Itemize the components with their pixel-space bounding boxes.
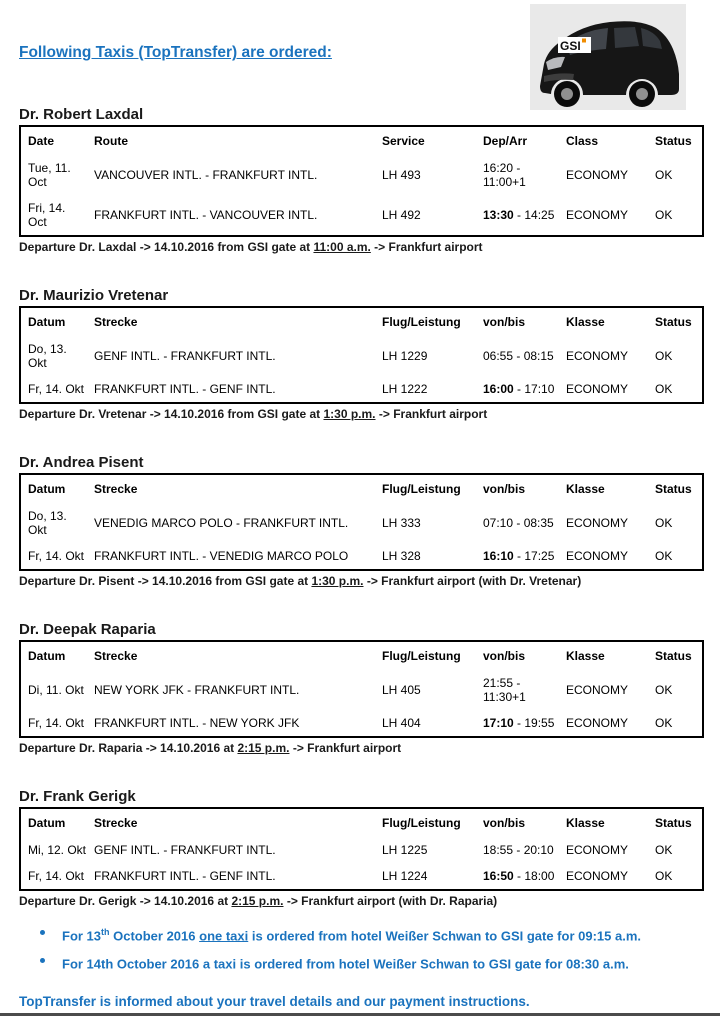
traveler-name: Dr. Frank Gerigk [19, 788, 136, 805]
departure-note-post: -> Frankfurt airport (with Dr. Raparia) [283, 894, 498, 908]
col-header-service: Flug/Leistung [382, 649, 461, 663]
cell-times [476, 155, 559, 195]
departure-note-time: 1:30 p.m. [311, 574, 364, 588]
table-row [20, 863, 703, 890]
col-header-class: Klasse [566, 816, 605, 830]
col-header-class: Klasse [566, 315, 605, 329]
departure-time-bold: 16:00 [483, 382, 514, 396]
departure-note-time: 1:30 p.m. [323, 407, 376, 421]
cell-date: Do, 13. Okt [28, 342, 67, 370]
cell-route: FRANKFURT INTL. - VANCOUVER INTL. [94, 208, 318, 222]
cell-times [476, 543, 559, 570]
cell-status: OK [655, 683, 673, 697]
cell-route: FRANKFURT INTL. - NEW YORK JFK [94, 716, 300, 730]
departure-note-time: 11:00 a.m. [313, 240, 371, 254]
cell-class: ECONOMY [566, 683, 629, 697]
cell-date: Fr, 14. Okt [28, 716, 85, 730]
col-header-class: Klasse [566, 649, 605, 663]
table-row [20, 503, 703, 543]
cell-status: OK [655, 168, 673, 182]
cell-class: ECONOMY [566, 869, 629, 883]
cell-date: Tue, 11. Oct [28, 161, 71, 189]
cell-route: NEW YORK JFK - FRANKFURT INTL. [94, 683, 300, 697]
cell-date: Mi, 12. Okt [28, 843, 87, 857]
traveler-name: Dr. Robert Laxdal [19, 106, 144, 123]
flight-table [19, 807, 704, 891]
table-row [20, 195, 703, 236]
cell-service: LH 1224 [382, 869, 428, 883]
cell-times [476, 336, 559, 376]
departure-time: - 18:00 [513, 869, 555, 883]
departure-time: - 19:55 [513, 716, 555, 730]
departure-note-pre: Departure Dr. Vretenar -> 14.10.2016 from GSI gate at [19, 407, 324, 421]
departure-time: 21:55 - 11:30+1 [483, 676, 526, 704]
departure-time-bold: 16:10 [483, 549, 514, 563]
col-header-service: Flug/Leistung [382, 816, 461, 830]
departure-note-post: -> Frankfurt airport [375, 407, 488, 421]
cell-times [476, 863, 559, 890]
departure-note [19, 407, 701, 422]
table-row [20, 710, 703, 737]
departure-time-bold: 17:10 [483, 716, 514, 730]
cell-status: OK [655, 516, 673, 530]
table-header-row [20, 641, 703, 670]
note-text-pre: For 14th October 2016 a taxi is ordered from hotel Weißer Schwan to GSI gate for 08:30 a.m. [62, 956, 629, 972]
table-row [20, 336, 703, 376]
gsi-logo-orange-dot [582, 39, 586, 43]
table-header-row [20, 126, 703, 155]
col-header-times: von/bis [483, 315, 526, 329]
traveler-name: Dr. Deepak Raparia [19, 621, 156, 638]
cell-service: LH 328 [382, 549, 421, 563]
departure-note-time: 2:15 p.m. [231, 894, 284, 908]
list-item [40, 952, 701, 972]
cell-status: OK [655, 716, 673, 730]
departure-time: - 14:25 [513, 208, 555, 222]
cell-class: ECONOMY [566, 208, 629, 222]
table-header-row [20, 307, 703, 336]
flight-table [19, 306, 704, 404]
cell-status: OK [655, 869, 673, 883]
traveler-section-raparia [19, 621, 701, 756]
footer-note: TopTransfer is informed about your travel details and our payment instructions. [19, 993, 530, 1009]
traveler-section-laxdal [19, 106, 701, 255]
cell-class: ECONOMY [566, 382, 629, 396]
col-header-route: Strecke [94, 649, 138, 663]
departure-time: 18:55 - 20:10 [483, 843, 554, 857]
cell-times [476, 710, 559, 737]
table-row [20, 543, 703, 570]
col-header-status: Status [655, 315, 692, 329]
cell-route: GENF INTL. - FRANKFURT INTL. [94, 843, 276, 857]
cell-class: ECONOMY [566, 549, 629, 563]
cell-class: ECONOMY [566, 349, 629, 363]
cell-status: OK [655, 843, 673, 857]
departure-time: 06:55 - 08:15 [483, 349, 554, 363]
table-row [20, 155, 703, 195]
cell-service: LH 492 [382, 208, 421, 222]
cell-status: OK [655, 349, 673, 363]
list-item [40, 924, 701, 944]
col-header-route: Route [94, 134, 128, 148]
departure-note-pre: Departure Dr. Pisent -> 14.10.2016 from GSI gate at [19, 574, 312, 588]
col-header-date: Datum [28, 482, 66, 496]
col-header-service: Service [382, 134, 425, 148]
departure-note-post: -> Frankfurt airport (with Dr. Vretenar) [363, 574, 582, 588]
traveler-name: Dr. Maurizio Vretenar [19, 287, 169, 304]
cell-service: LH 405 [382, 683, 421, 697]
departure-time: - 17:25 [513, 549, 555, 563]
cell-route: FRANKFURT INTL. - GENF INTL. [94, 869, 276, 883]
cell-times [476, 837, 559, 863]
col-header-status: Status [655, 134, 692, 148]
col-header-times: von/bis [483, 816, 526, 830]
cell-times [476, 195, 559, 236]
flight-table [19, 473, 704, 571]
cell-date: Fr, 14. Okt [28, 549, 85, 563]
cell-route: GENF INTL. - FRANKFURT INTL. [94, 349, 276, 363]
bullet-icon [40, 930, 45, 935]
col-header-class: Klasse [566, 482, 605, 496]
taxi-van-illustration [530, 4, 686, 110]
col-header-times: von/bis [483, 482, 526, 496]
cell-route: VENEDIG MARCO POLO - FRANKFURT INTL. [94, 516, 349, 530]
cell-class: ECONOMY [566, 516, 629, 530]
page-bottom-rule [0, 1013, 720, 1016]
departure-note-pre: Departure Dr. Gerigk -> 14.10.2016 at [19, 894, 232, 908]
traveler-section-vretenar [19, 287, 701, 422]
departure-time-bold: 13:30 [483, 208, 514, 222]
cell-times [476, 670, 559, 710]
table-row [20, 376, 703, 403]
col-header-route: Strecke [94, 482, 138, 496]
col-header-class: Class [566, 134, 599, 148]
note-text [62, 952, 629, 972]
table-header-row [20, 474, 703, 503]
departure-note-post: -> Frankfurt airport [370, 240, 483, 254]
cell-status: OK [655, 208, 673, 222]
departure-note [19, 240, 701, 255]
col-header-times: Dep/Arr [483, 134, 528, 148]
cell-service: LH 333 [382, 516, 421, 530]
col-header-service: Flug/Leistung [382, 482, 461, 496]
departure-note-pre: Departure Dr. Laxdal -> 14.10.2016 from GSI gate at [19, 240, 314, 254]
flight-table [19, 640, 704, 738]
flight-table [19, 125, 704, 237]
cell-route: VANCOUVER INTL. - FRANKFURT INTL. [94, 168, 318, 182]
departure-time-bold: 16:50 [483, 869, 514, 883]
cell-service: LH 493 [382, 168, 421, 182]
departure-time: - 17:10 [513, 382, 555, 396]
cell-status: OK [655, 382, 673, 396]
col-header-times: von/bis [483, 649, 526, 663]
col-header-date: Datum [28, 649, 66, 663]
departure-time: 16:20 - 11:00+1 [483, 161, 526, 189]
departure-note [19, 894, 701, 909]
cell-date: Do, 13. Okt [28, 509, 67, 537]
cell-date: Fr, 14. Okt [28, 382, 85, 396]
col-header-date: Datum [28, 816, 66, 830]
note-text [62, 924, 641, 944]
cell-date: Di, 11. Okt [28, 683, 84, 697]
col-header-status: Status [655, 816, 692, 830]
cell-times [476, 503, 559, 543]
gsi-logo [558, 37, 591, 53]
cell-service: LH 404 [382, 716, 421, 730]
cell-status: OK [655, 549, 673, 563]
taxi-notes-list [19, 924, 701, 973]
table-row [20, 837, 703, 863]
cell-times [476, 376, 559, 403]
cell-route: FRANKFURT INTL. - VENEDIG MARCO POLO [94, 549, 349, 563]
table-row [20, 670, 703, 710]
col-header-route: Strecke [94, 816, 138, 830]
cell-class: ECONOMY [566, 843, 629, 857]
traveler-name: Dr. Andrea Pisent [19, 454, 144, 471]
departure-note-pre: Departure Dr. Raparia -> 14.10.2016 at [19, 741, 238, 755]
note-text-post: is ordered from hotel Weißer Schwan to GSI gate for 09:15 a.m. [248, 928, 641, 944]
note-text-mid: October 2016 [109, 928, 200, 944]
cell-service: LH 1222 [382, 382, 428, 396]
col-header-service: Flug/Leistung [382, 315, 461, 329]
taxi-photo [530, 4, 686, 110]
departure-note [19, 741, 701, 756]
note-text-superscript: th [101, 927, 110, 937]
col-header-date: Date [28, 134, 55, 148]
note-text-pre: For 13 [62, 928, 102, 944]
gsi-logo-text: GSI [560, 39, 581, 53]
departure-note [19, 574, 701, 589]
cell-service: LH 1225 [382, 843, 428, 857]
cell-date: Fr, 14. Okt [28, 869, 85, 883]
page-title: Following Taxis (TopTransfer) are ordered: [19, 44, 332, 61]
departure-time: 07:10 - 08:35 [483, 516, 554, 530]
cell-date: Fri, 14. Oct [28, 201, 66, 229]
col-header-route: Strecke [94, 315, 138, 329]
bullet-icon [40, 958, 45, 963]
cell-class: ECONOMY [566, 716, 629, 730]
cell-route: FRANKFURT INTL. - GENF INTL. [94, 382, 276, 396]
col-header-date: Datum [28, 315, 66, 329]
col-header-status: Status [655, 482, 692, 496]
note-text-underlined: one taxi [199, 928, 249, 944]
traveler-section-gerigk [19, 788, 701, 909]
cell-service: LH 1229 [382, 349, 428, 363]
departure-note-time: 2:15 p.m. [237, 741, 290, 755]
cell-class: ECONOMY [566, 168, 629, 182]
col-header-status: Status [655, 649, 692, 663]
traveler-section-pisent [19, 454, 701, 589]
departure-note-post: -> Frankfurt airport [289, 741, 402, 755]
table-header-row [20, 808, 703, 837]
